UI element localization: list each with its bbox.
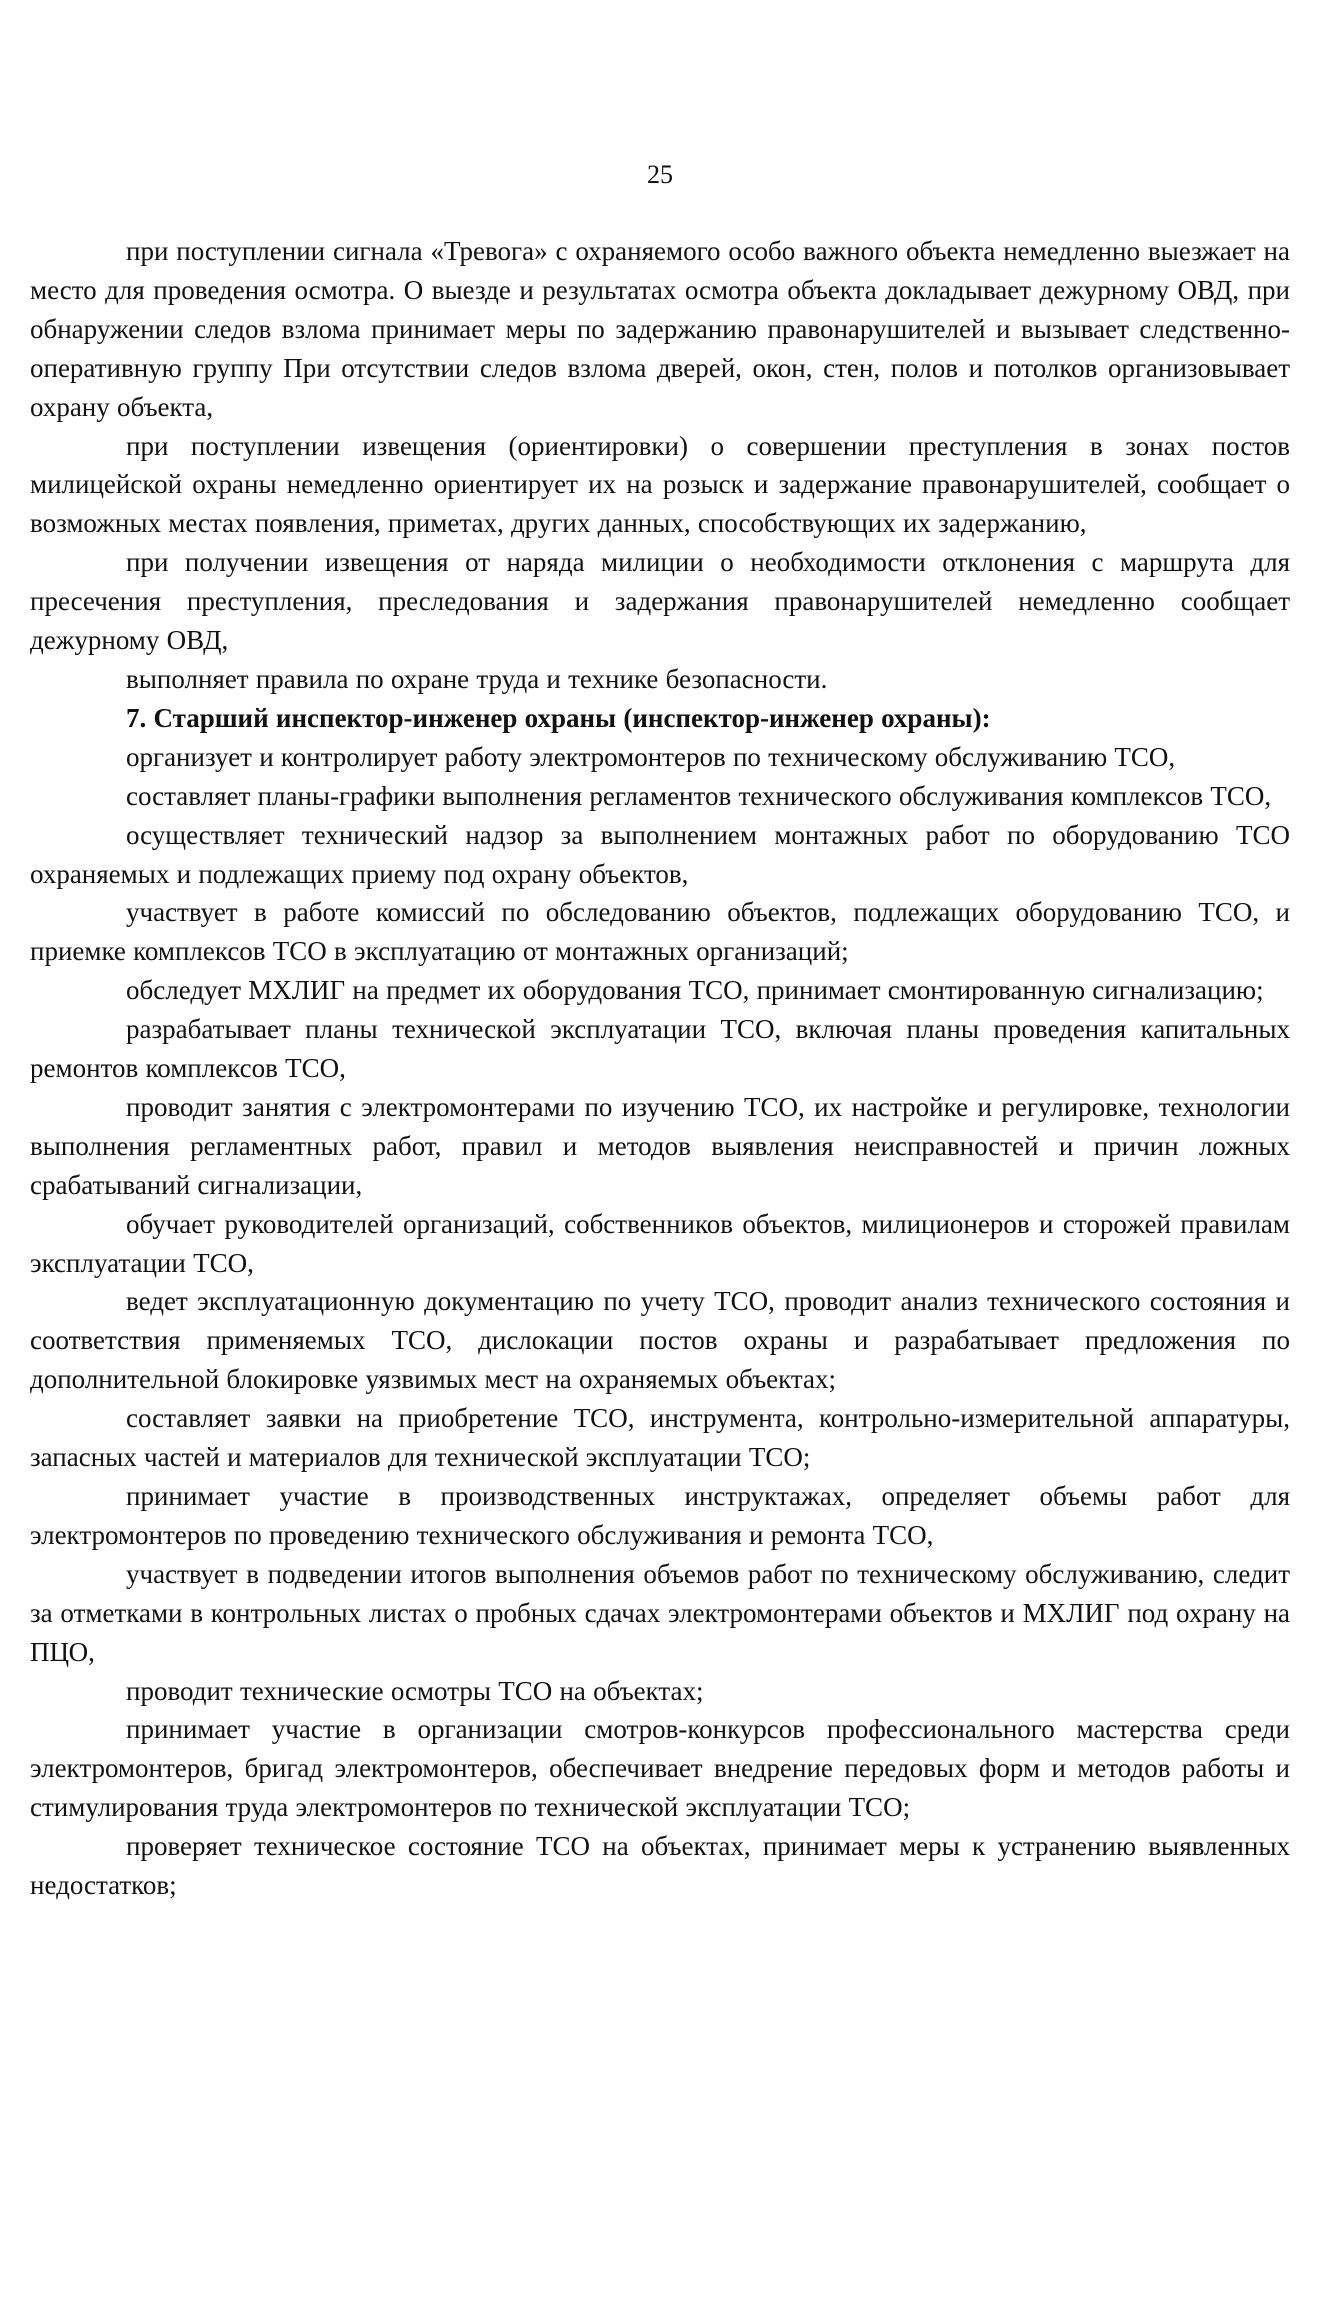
paragraph: осуществляет технический надзор за выполнением монтажных работ по оборудованию ТСО охраняемых и подлежащих приему под охрану объектов, — [30, 819, 1290, 889]
paragraph: обучает руководителей организаций, собственников объектов, милиционеров и сторожей правилам эксплуатации ТСО, — [30, 1208, 1290, 1278]
paragraph: разрабатывает планы технической эксплуатации ТСО, включая планы проведения капитальных ремонтов комплексов ТСО, — [30, 1014, 1290, 1084]
paragraph: проводит технические осмотры ТСО на объектах; — [126, 1675, 704, 1706]
paragraph: составляет планы-графики выполнения регламентов технического обслуживания комплексов ТСО, — [126, 780, 1272, 811]
paragraph: составляет заявки на приобретение ТСО, инструмента, контрольно-измерительной аппаратуры, запасных частей и материалов для технической эксплуатации ТСО; — [30, 1403, 1290, 1473]
paragraph: выполняет правила по охране труда и технике безопасности. — [126, 663, 828, 694]
paragraph: обследует МХЛИГ на предмет их оборудования ТСО, принимает смонтированную сигнализацию; — [126, 975, 1264, 1006]
paragraph: проверяет техническое состояние ТСО на объектах, принимает меры к устранению выявленных недостатков; — [30, 1831, 1290, 1901]
paragraph: при поступлении сигнала «Тревога» с охраняемого особо важного объекта немедленно выезжает на место для проведения осмотра. О выезде и результатах осмотра объекта докладывает дежурному ОВД, при обнаружении следов взлома принимает меры по задержанию правонарушителей и вызывает следственно-оперативную группу При отсутствии следов взлома дверей, окон, стен, полов и потолков организовывает охрану объекта, — [30, 236, 1290, 422]
paragraph: при получении извещения от наряда милиции о необходимости отклонения с маршрута для пресечения преступления, преследования и задержания правонарушителей немедленно сообщает дежурному ОВД, — [30, 547, 1290, 656]
page-number: 25 — [647, 160, 673, 189]
paragraph: при поступлении извещения (ориентировки) о совершении преступления в зонах постов милицейской охраны немедленно ориентирует их на розыск и задержание правонарушителей, сообщает о возможных местах появления, приметах, других данных, способствующих их задержанию, — [30, 430, 1290, 539]
paragraph: участвует в подведении итогов выполнения объемов работ по техническому обслуживанию, следит за отметками в контрольных листах о пробных сдачах электромонтерами объектов и МХЛИГ под охрану на ПЦО, — [30, 1558, 1290, 1667]
paragraph: принимает участие в организации смотров-конкурсов профессионального мастерства среди электромонтеров, бригад электромонтеров, обеспечивает внедрение передовых форм и методов работы и стимулирования труда электромонтеров по технической эксплуатации ТСО; — [30, 1714, 1290, 1823]
paragraph: ведет эксплуатационную документацию по учету ТСО, проводит анализ технического состояния и соответствия применяемых ТСО, дислокации постов охраны и разрабатывает предложения по дополнительной блокировке уязвимых мест на охраняемых объектах; — [30, 1286, 1290, 1395]
paragraph: принимает участие в производственных инструктажах, определяет объемы работ для электромонтеров по проведению технического обслуживания и ремонта ТСО, — [30, 1481, 1290, 1550]
section-heading: 7. Старший инспектор-инженер охраны (инспектор-инженер охраны): — [126, 702, 991, 733]
document-body — [30, 232, 1290, 1905]
paragraph: организует и контролирует работу электромонтеров по техническому обслуживанию ТСО, — [126, 741, 1176, 772]
paragraph: проводит занятия с электромонтерами по изучению ТСО, их настройке и регулировке, технологии выполнения регламентных работ, правил и методов выявления неисправностей и причин ложных срабатываний сигнализации, — [30, 1091, 1290, 1200]
paragraph: участвует в работе комиссий по обследованию объектов, подлежащих оборудованию ТСО, и приемке комплексов ТСО в эксплуатацию от монтажных организаций; — [30, 897, 1290, 967]
